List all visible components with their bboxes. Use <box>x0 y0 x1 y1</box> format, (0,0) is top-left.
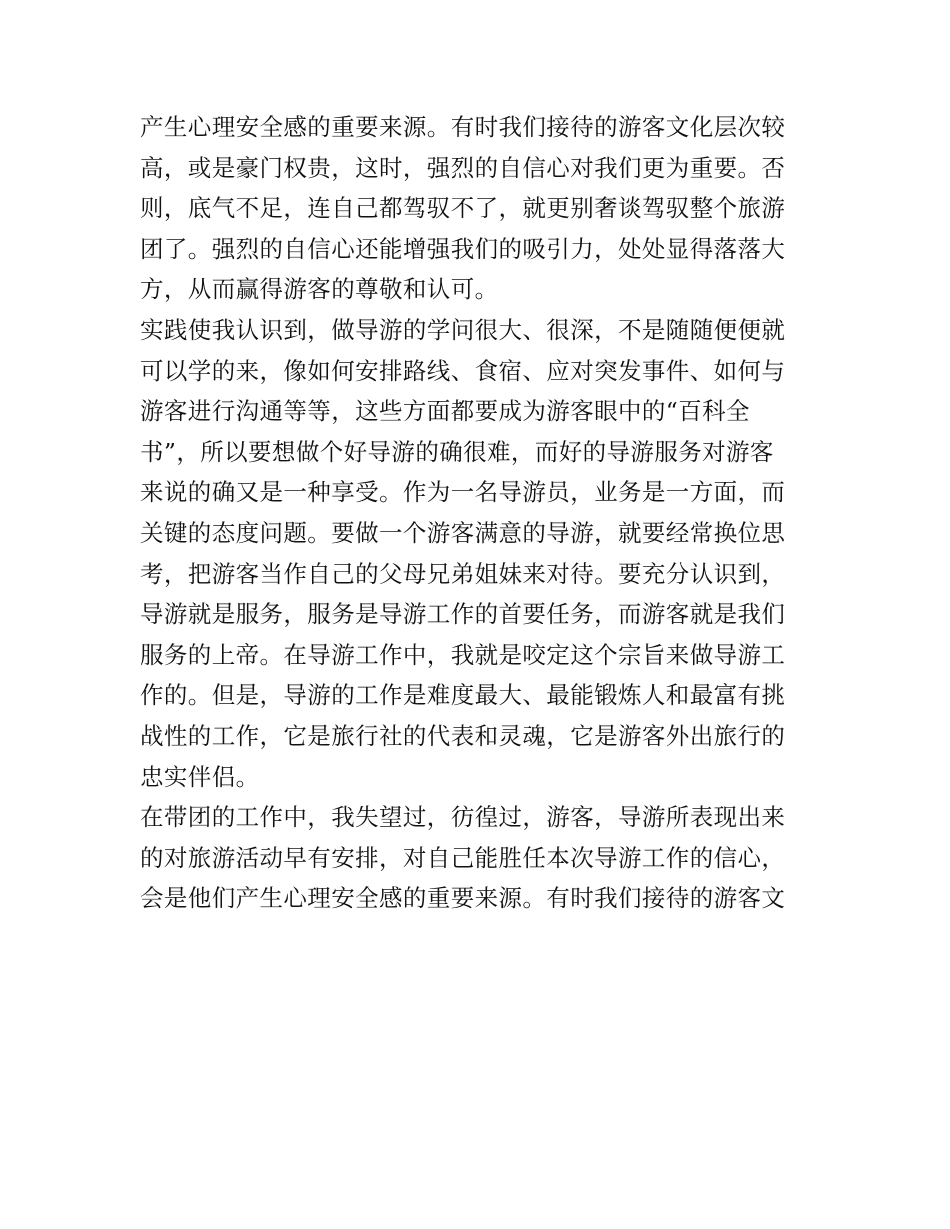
text-line: 实践使我认识到，做导游的学问很大、很深，不是随随便便就 <box>140 315 786 344</box>
text-line: 会是他们产生心理安全感的重要来源。有时我们接待的游客文 <box>140 884 786 913</box>
text-line: 服务的上帝。在导游工作中，我就是咬定这个宗旨来做导游工 <box>140 640 786 669</box>
text-line: 来说的确又是一种享受。作为一名导游员，业务是一方面，而 <box>140 478 786 507</box>
text-line: 导游就是服务，服务是导游工作的首要任务，而游客就是我们 <box>140 600 786 629</box>
text-line: 战性的工作，它是旅行社的代表和灵魂，它是游客外出旅行的 <box>140 721 786 750</box>
text-line: 作的。但是，导游的工作是难度最大、最能锻炼人和最富有挑 <box>140 681 786 710</box>
text-line: 团了。强烈的自信心还能增强我们的吸引力，处处显得落落大 <box>140 234 786 263</box>
text-line: 产生心理安全感的重要来源。有时我们接待的游客文化层次较 <box>140 113 786 141</box>
text-line: 书”，所以要想做个好导游的确很难，而好的导游服务对游客 <box>140 437 774 466</box>
text-line: 忠实伴侣。 <box>140 762 260 791</box>
text-line: 可以学的来，像如何安排路线、食宿、应对突发事件、如何与 <box>140 356 786 385</box>
body-text <box>140 107 820 919</box>
text-line: 高，或是豪门权贵，这时，强烈的自信心对我们更为重要。否 <box>140 153 786 182</box>
text-line: 游客进行沟通等等，这些方面都要成为游客眼中的“百科全 <box>140 397 750 426</box>
text-line: 在带团的工作中，我失望过，彷徨过，游客，导游所表现出来 <box>140 803 786 832</box>
text-line: 关键的态度问题。要做一个游客满意的导游，就要经常换位思 <box>140 518 786 547</box>
text-line: 方，从而赢得游客的尊敬和认可。 <box>140 275 499 304</box>
text-line: 考，把游客当作自己的父母兄弟姐妹来对待。要充分认识到， <box>140 559 786 588</box>
text-line: 则，底气不足，连自己都驾驭不了，就更别奢谈驾驭整个旅游 <box>140 194 786 223</box>
text-line: 的对旅游活动早有安排，对自己能胜任本次导游工作的信心， <box>140 843 786 872</box>
